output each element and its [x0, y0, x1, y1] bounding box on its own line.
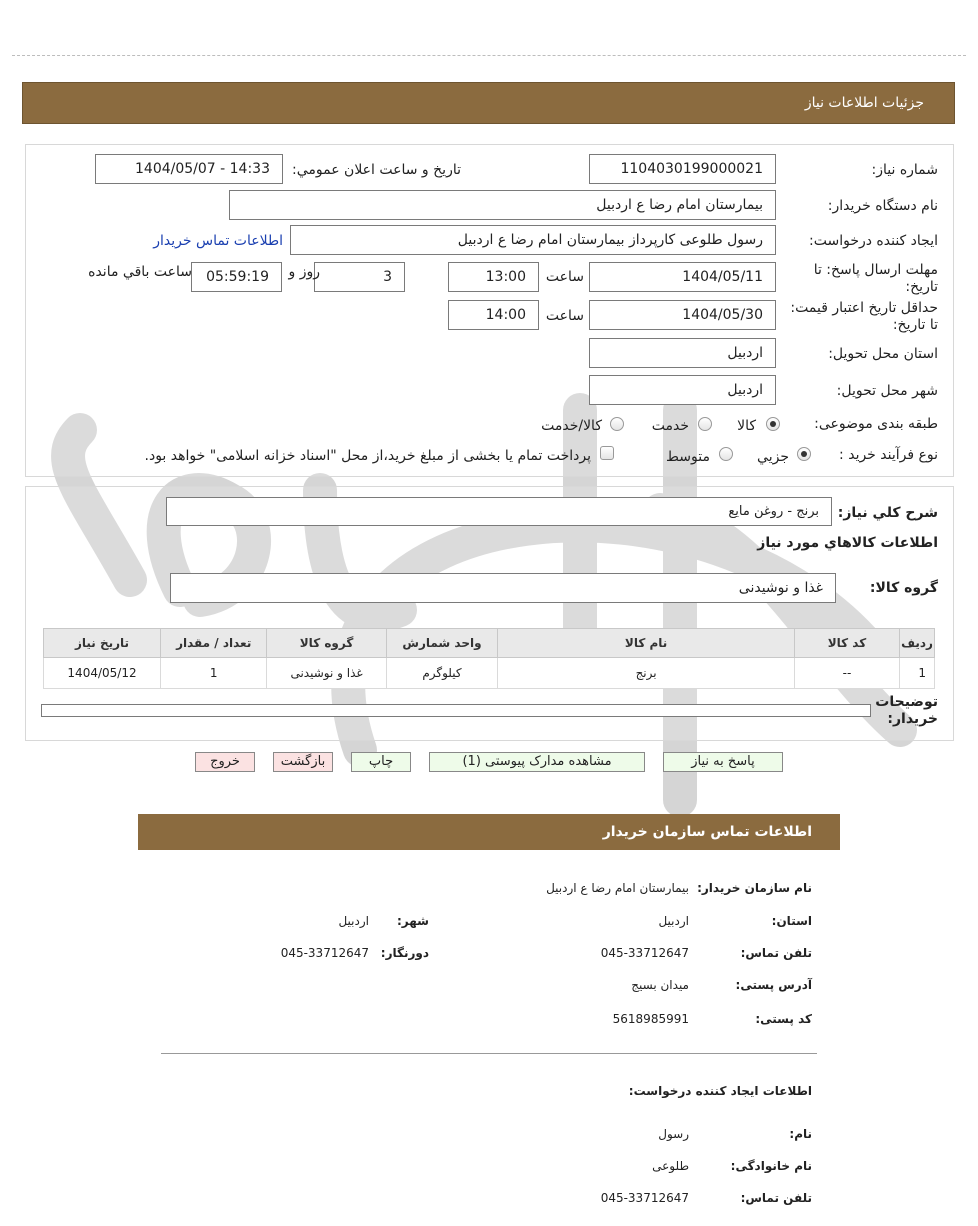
- cell-unit: کیلوگرم: [386, 658, 498, 689]
- category-radio-goods-service[interactable]: [610, 417, 624, 431]
- buyer-notes-label: توضيحات خريدار:: [875, 694, 938, 727]
- buyer-org-label: نام دستگاه خريدار:: [827, 198, 938, 214]
- remaining-label: ساعت باقي مانده: [88, 264, 192, 280]
- creator-field: رسول طلوعی کارپرداز بیمارستان امام رضا ع اردبیل: [290, 225, 776, 255]
- col-unit: واحد شمارش: [386, 629, 498, 658]
- col-need-date: تاريخ نياز: [44, 629, 161, 658]
- process-label: نوع فرآیند خرید :: [839, 447, 938, 463]
- contact-postal-value: 5618985991: [612, 1012, 689, 1026]
- deadline-label: مهلت ارسال پاسخ: تا تاريخ:: [813, 262, 938, 295]
- reply-button[interactable]: پاسخ به نياز: [663, 752, 783, 772]
- contact-fax-value: 045-33712647: [280, 946, 369, 960]
- need-number-label: شماره نیاز:: [871, 162, 938, 178]
- group-label: گروه كالا:: [869, 580, 938, 596]
- process-option-minor: جزيي: [757, 449, 789, 465]
- city-label: شهر محل تحويل:: [836, 383, 938, 399]
- group-field: غذا و نوشیدنی: [170, 573, 836, 603]
- cell-quantity: 1: [161, 658, 267, 689]
- deadline-time-label: ساعت: [545, 269, 584, 285]
- announce-field: 1404/05/07 - 14:33: [95, 154, 283, 184]
- category-option-goods: كالا: [737, 418, 756, 434]
- contact-city-value: اردبیل: [338, 914, 369, 928]
- cell-row-number: 1: [900, 658, 935, 689]
- creator-phone-label: تلفن تماس:: [740, 1191, 812, 1205]
- contact-org-value: بیمارستان امام رضا ع اردبیل: [546, 881, 689, 895]
- buyer-org-field: بیمارستان امام رضا ع اردبیل: [229, 190, 776, 220]
- description-label: شرح كلي نياز:: [837, 505, 938, 521]
- category-radio-goods[interactable]: [766, 417, 780, 431]
- goods-info-title: اطلاعات كالاهاي مورد نياز: [757, 535, 938, 551]
- contact-divider: [161, 1053, 817, 1054]
- deadline-time-field: 13:00: [448, 262, 539, 292]
- goods-table: [43, 628, 935, 689]
- treasury-payment-checkbox[interactable]: [600, 446, 614, 460]
- cell-need-date: 1404/05/12: [44, 658, 161, 689]
- back-button[interactable]: بازگشت: [273, 752, 333, 772]
- table-header-row: [44, 629, 935, 658]
- col-goods-group: گروه كالا: [267, 629, 386, 658]
- cell-goods-code: --: [794, 658, 899, 689]
- process-option-medium: متوسط: [666, 449, 710, 465]
- page-title: جزئیات اطلاعات نیاز: [804, 95, 924, 111]
- treasury-payment-note: پرداخت تمام يا بخشی از مبلغ خريد،از محل "اسناد خزانه اسلامی" خواهد بود.: [144, 448, 591, 464]
- category-label: طبقه بندی موضوعی:: [814, 416, 938, 432]
- process-radio-minor[interactable]: [797, 447, 811, 461]
- city-field: اردبیل: [589, 375, 776, 405]
- col-quantity: تعداد / مقدار: [161, 629, 267, 658]
- validity-date-field: 1404/05/30: [589, 300, 776, 330]
- contact-phone-value: 045-33712647: [600, 946, 689, 960]
- top-divider: [12, 55, 966, 56]
- page-header: [22, 82, 955, 124]
- province-label: استان محل تحويل:: [828, 346, 938, 362]
- creator-first-name-label: نام:: [789, 1127, 812, 1141]
- contact-address-value: میدان بسیج: [631, 978, 689, 992]
- contact-header: [138, 814, 840, 850]
- deadline-date-field: 1404/05/11: [589, 262, 776, 292]
- creator-last-name-label: نام خانوادگی:: [730, 1159, 812, 1173]
- contact-title: اطلاعات تماس سازمان خريدار: [602, 824, 812, 840]
- col-goods-code: كد كالا: [794, 629, 899, 658]
- creator-first-name-value: رسول: [658, 1127, 689, 1141]
- creator-last-name-value: طلوعی: [652, 1159, 689, 1173]
- province-field: اردبیل: [589, 338, 776, 368]
- contact-province-label: استان:: [771, 914, 812, 928]
- announce-label: تاریخ و ساعت اعلان عمومي:: [292, 162, 461, 178]
- contact-postal-label: کد پستی:: [755, 1012, 812, 1026]
- category-option-service: خدمت: [651, 418, 689, 434]
- contact-phone-label: تلفن تماس:: [740, 946, 812, 960]
- description-field: برنج - روغن مايع: [166, 497, 832, 526]
- buyer-notes-field: [41, 704, 871, 717]
- creator-info-title: اطلاعات ایجاد کننده درخواست:: [628, 1084, 812, 1098]
- validity-time-field: 14:00: [448, 300, 539, 330]
- contact-city-label: شهر:: [397, 914, 429, 928]
- contact-address-label: آدرس پستی:: [735, 978, 812, 992]
- table-row: [44, 658, 935, 689]
- contact-fax-label: دورنگار:: [380, 946, 429, 960]
- view-attachments-button[interactable]: مشاهده مدارک پیوستی (1): [429, 752, 645, 772]
- creator-phone-value: 045-33712647: [600, 1191, 689, 1205]
- days-label: روز و: [288, 264, 320, 280]
- days-field: 3: [314, 262, 405, 292]
- col-goods-name: نام كالا: [498, 629, 795, 658]
- category-option-goods-service: كالا/خدمت: [541, 418, 602, 434]
- validity-time-label: ساعت: [545, 308, 584, 324]
- category-radio-service[interactable]: [698, 417, 712, 431]
- contact-province-value: اردبیل: [658, 914, 689, 928]
- print-button[interactable]: چاپ: [351, 752, 411, 772]
- creator-label: ايجاد كننده درخواست:: [809, 233, 938, 249]
- cell-goods-name: برنج: [498, 658, 795, 689]
- buyer-contact-link[interactable]: اطلاعات تماس خريدار: [153, 233, 283, 249]
- validity-label: حداقل تاريخ اعتبار قيمت: تا تاريخ:: [790, 300, 938, 333]
- process-radio-medium[interactable]: [719, 447, 733, 461]
- contact-org-label: نام سازمان خريدار:: [697, 881, 812, 895]
- exit-button[interactable]: خروج: [195, 752, 255, 772]
- col-row-number: رديف: [900, 629, 935, 658]
- need-number-field: 1104030199000021: [589, 154, 776, 184]
- cell-goods-group: غذا و نوشیدنی: [267, 658, 386, 689]
- remaining-time-field: 05:59:19: [191, 262, 282, 292]
